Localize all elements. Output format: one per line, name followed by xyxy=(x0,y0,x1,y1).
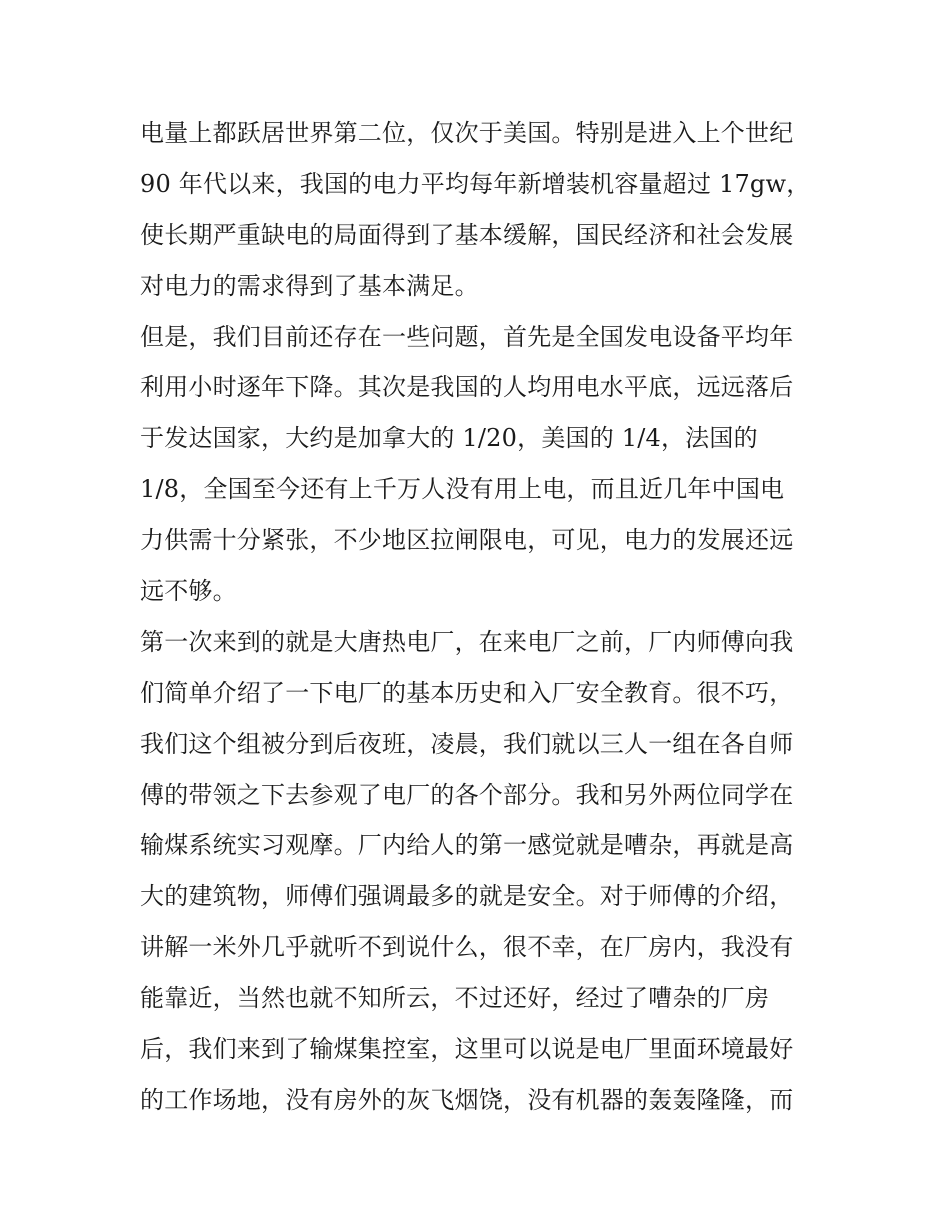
text-line: 能靠近，当然也就不知所云，不过还好，经过了嘈杂的厂房 xyxy=(140,984,770,1013)
text-line: 的工作场地，没有房外的灰飞烟饶，没有机器的轰轰隆隆，而 xyxy=(140,1085,794,1114)
text-line: 利用小时逐年下降。其次是我国的人均用电水平底，远远落后 xyxy=(140,373,794,402)
text-line: 我们这个组被分到后夜班，凌晨，我们就以三人一组在各自师 xyxy=(140,729,794,758)
body-text xyxy=(140,108,820,1126)
text-line: 傅的带领之下去参观了电厂的各个部分。我和另外两位同学在 xyxy=(140,780,794,809)
text-line: 大的建筑物，师傅们强调最多的就是安全。对于师傅的介绍， xyxy=(140,882,794,911)
text-line: 力供需十分紧张，不少地区拉闸限电，可见，电力的发展还远 xyxy=(140,526,794,555)
text-line: 讲解一米外几乎就听不到说什么，很不幸，在厂房内，我没有 xyxy=(140,933,794,962)
text-line: 电量上都跃居世界第二位，仅次于美国。特别是进入上个世纪 xyxy=(140,119,794,147)
text-line: 90 年代以来，我国的电力平均每年新增装机容量超过 17gw， xyxy=(140,169,811,198)
text-line: 后，我们来到了输煤集控室，这里可以说是电厂里面环境最好 xyxy=(140,1035,794,1064)
text-line: 于发达国家，大约是加拿大的 1/20，美国的 1/4，法国的 xyxy=(140,424,758,453)
text-line: 但是，我们目前还存在一些问题，首先是全国发电设备平均年 xyxy=(140,322,794,351)
text-line: 们简单介绍了一下电厂的基本历史和入厂安全教育。很不巧， xyxy=(140,678,794,707)
text-line: 第一次来到的就是大唐热电厂，在来电厂之前，厂内师傅向我 xyxy=(140,627,794,656)
text-line: 输煤系统实习观摩。厂内给人的第一感觉就是嘈杂，再就是高 xyxy=(140,831,794,860)
text-line: 1/8，全国至今还有上千万人没有用上电，而且近几年中国电 xyxy=(140,475,785,504)
text-line: 远不够。 xyxy=(140,577,237,606)
text-line: 对电力的需求得到了基本满足。 xyxy=(140,271,479,300)
text-line: 使长期严重缺电的局面得到了基本缓解，国民经济和社会发展 xyxy=(140,220,794,249)
